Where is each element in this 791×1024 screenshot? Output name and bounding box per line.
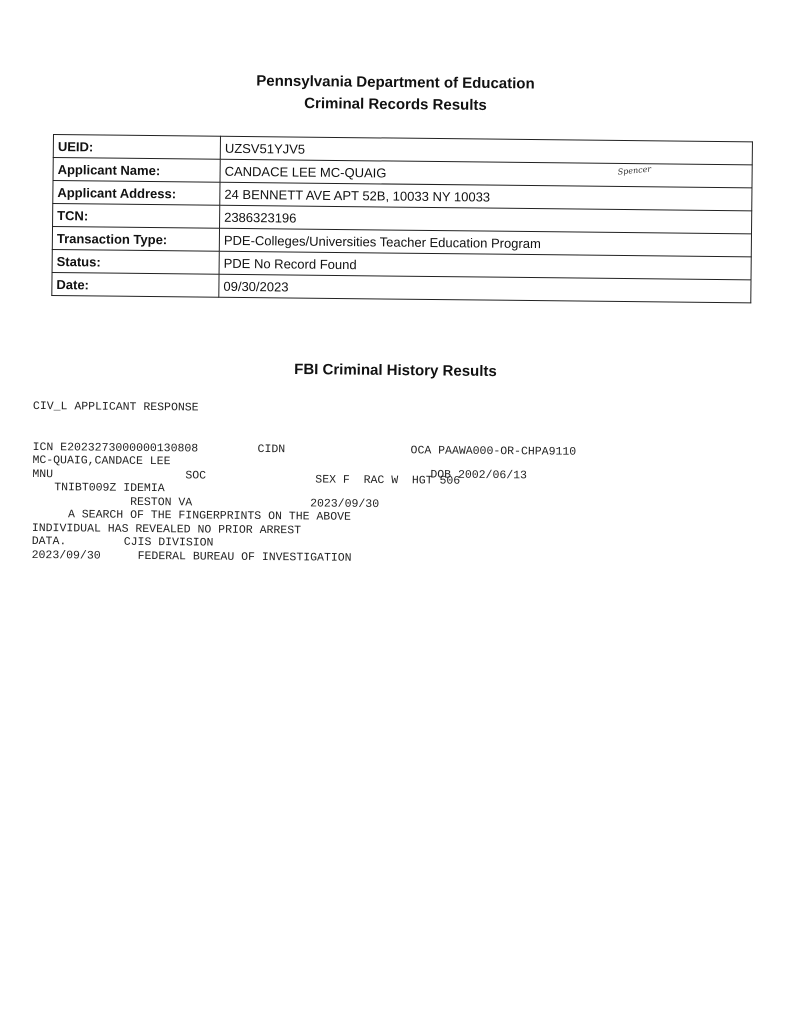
applicant-address-value: 24 BENNETT AVE APT 52B, 10033 NY 10033: [220, 182, 752, 211]
ueid-value: UZSV51YJV5: [220, 136, 752, 165]
oca-field: OCA PAAWA000-OR-CHPA9110: [410, 443, 577, 459]
mnu-field: MNU: [32, 467, 54, 481]
applicant-name-field: MC-QUAIG,CANDACE LEE: [32, 453, 171, 469]
data-word: DATA.: [31, 534, 67, 549]
tcn-value: 2386323196: [220, 205, 752, 234]
transaction-type-value: PDE-Colleges/Universities Teacher Education Program: [219, 228, 751, 257]
fbi-line: [32, 467, 528, 488]
applicant-name-label: Applicant Name:: [53, 158, 220, 183]
fbi-line: [31, 548, 352, 565]
date-label: Date:: [52, 272, 219, 297]
status-label: Status:: [52, 249, 219, 274]
sex-race-height-field: SEX F RAC W HGT 506: [315, 472, 461, 488]
tnibt-field: TNIBT009Z IDEMIA: [54, 481, 165, 496]
fbi-line: [32, 508, 351, 524]
reston-field: RESTON VA: [130, 495, 193, 509]
icn-field: ICN E2023273000000130808: [32, 440, 199, 455]
tcn-label: TCN:: [53, 204, 220, 229]
criminal-records-table: [51, 134, 753, 303]
reston-date-field: 2023/09/30: [310, 496, 380, 511]
fbi-line: [31, 534, 214, 550]
search-result-line2: INDIVIDUAL HAS REVEALED NO PRIOR ARREST: [31, 521, 302, 537]
transaction-type-label: Transaction Type:: [52, 227, 219, 252]
fbi-agency-name: FEDERAL BUREAU OF INVESTIGATION: [137, 549, 352, 565]
fbi-line: [32, 494, 380, 511]
applicant-name-value: CANDACE LEE MC-QUAIG: [224, 163, 387, 180]
response-header: CIV_L APPLICANT RESPONSE: [32, 400, 199, 415]
search-result-line1: A SEARCH OF THE FINGERPRINTS ON THE ABOVE: [67, 508, 351, 524]
cidn-field: CIDN: [257, 442, 286, 456]
dob-field: DOB 2002/06/13: [430, 467, 528, 482]
fbi-line: [33, 427, 61, 441]
document-subtitle: Criminal Records Results: [304, 95, 487, 114]
status-value: PDE No Record Found: [219, 251, 751, 280]
soc-field: SOC: [185, 468, 207, 483]
fbi-line: [32, 440, 577, 459]
cjis-division-field: CJIS DIVISION: [123, 535, 214, 550]
document-title: Pennsylvania Department of Education: [256, 72, 535, 93]
fbi-line: [31, 521, 302, 537]
fbi-section-title: FBI Criminal History Results: [294, 360, 497, 381]
ueid-label: UEID:: [53, 135, 220, 160]
final-date-field: 2023/09/30: [31, 548, 101, 563]
fbi-response-text: [31, 400, 577, 565]
fbi-line: [33, 413, 61, 427]
fbi-line: [32, 481, 165, 496]
applicant-address-label: Applicant Address:: [53, 181, 220, 206]
fbi-line: [32, 453, 171, 469]
fbi-line: [32, 400, 199, 415]
handwritten-note: Spencer: [617, 164, 652, 177]
date-value: 09/30/2023: [219, 274, 751, 303]
